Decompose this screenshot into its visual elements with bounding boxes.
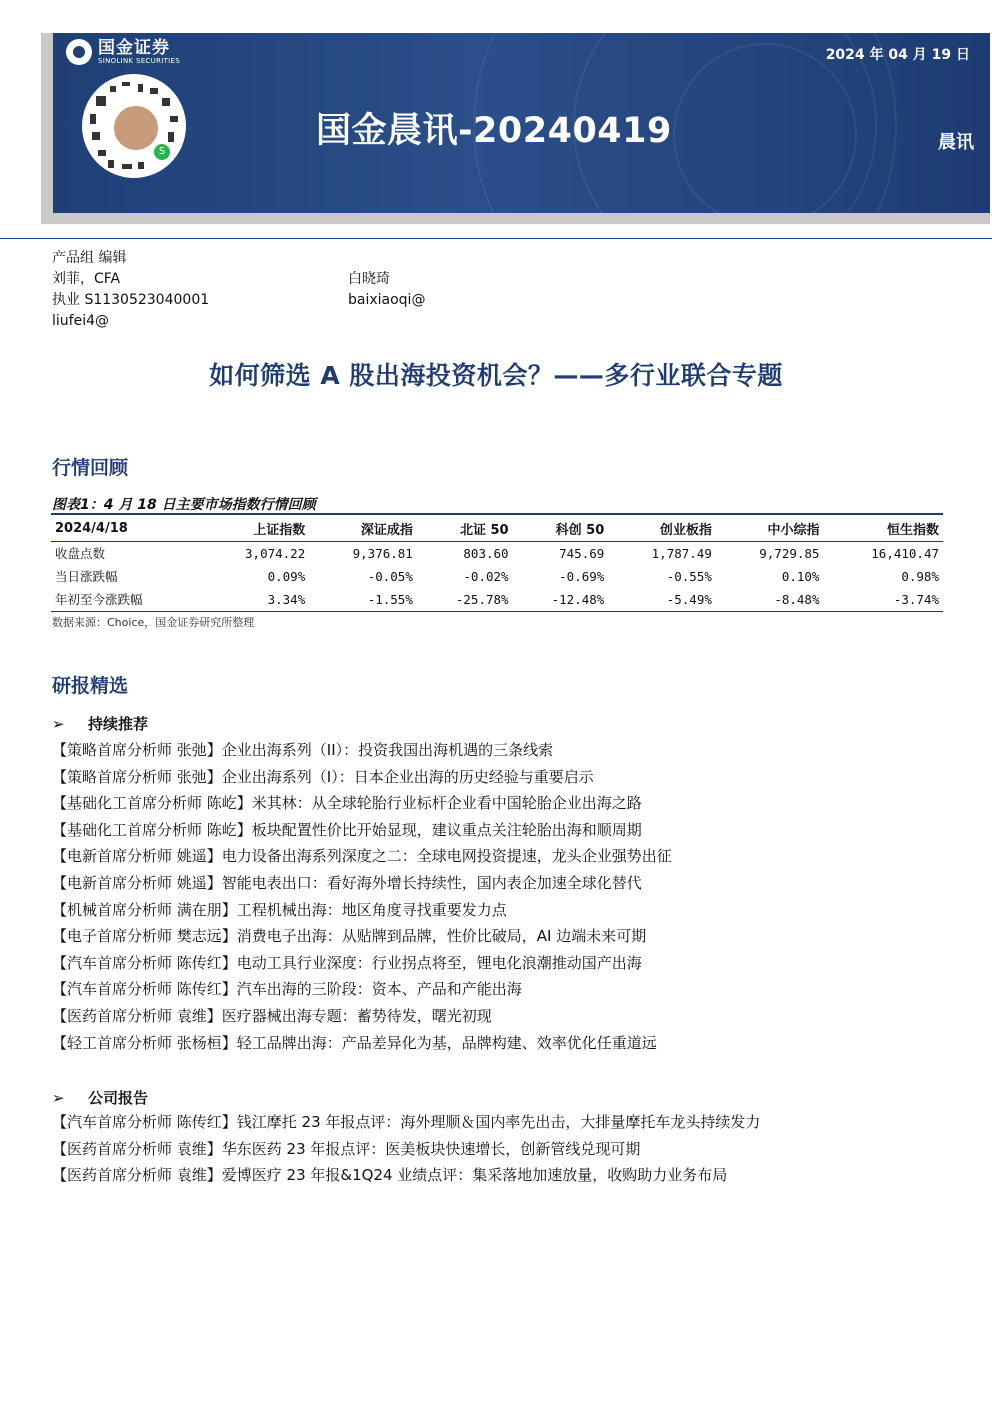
table-cell: -0.05% bbox=[367, 568, 413, 584]
table-cell: 745.69 bbox=[559, 545, 605, 561]
arrow-bullet-icon: ➢ bbox=[52, 1089, 65, 1107]
table-cell: -8.48% bbox=[716, 588, 824, 612]
table-cell: 3.34% bbox=[202, 588, 310, 612]
table-header-cell: 深证成指 bbox=[309, 514, 417, 542]
table-header-cell: 科创 50 bbox=[513, 514, 609, 542]
table-cell: 当日涨跌幅 bbox=[55, 569, 118, 584]
report-link[interactable]: 【机械首席分析师 满在朋】工程机械出海：地区角度寻找重要发力点 bbox=[52, 900, 507, 919]
table-row bbox=[51, 588, 943, 612]
logo-name-en: SINOLINK SECURITIES bbox=[98, 56, 180, 65]
report-link[interactable]: 【汽车首席分析师 陈传红】钱江摩托 23 年报点评：海外理顺＆国内率先出击，大排量摩托车龙头持续发力 bbox=[52, 1113, 761, 1131]
report-title: 国金晨讯-20240419 bbox=[316, 111, 672, 151]
author-name: 刘菲，CFA bbox=[52, 271, 121, 287]
report-link[interactable]: 【策略首席分析师 张弛】企业出海系列（I）：日本企业出海的历史经验与重要启示 bbox=[52, 767, 594, 786]
table-header-cell: 创业板指 bbox=[608, 514, 716, 542]
table-cell: -0.02% bbox=[463, 568, 509, 584]
report-link[interactable]: 【基础化工首席分析师 陈屹】板块配置性价比开始显现，建议重点关注轮胎出海和顺周期 bbox=[52, 820, 642, 839]
table-row bbox=[51, 565, 943, 588]
author-role: 产品组 编辑 bbox=[52, 250, 127, 266]
table-cell: 16,410.47 bbox=[871, 545, 939, 561]
table-cell: 9,376.81 bbox=[352, 545, 413, 561]
report-link[interactable]: 【电新首席分析师 姚遥】电力设备出海系列深度之二：全球电网投资提速，龙头企业强势出征 bbox=[52, 847, 672, 866]
table-cell: 3,074.22 bbox=[245, 545, 306, 561]
subheading-recommend bbox=[52, 713, 148, 734]
main-topic-title: 如何筛选 A 股出海投资机会？——多行业联合专题 bbox=[209, 361, 783, 390]
table-cell: 1,787.49 bbox=[651, 545, 712, 561]
author-email: baixiaoqi@ bbox=[348, 292, 426, 308]
report-link[interactable]: 【医药首席分析师 袁维】医疗器械出海专题：蓄势待发，曙光初现 bbox=[52, 1006, 492, 1025]
report-link[interactable]: 【汽车首席分析师 陈传红】汽车出海的三阶段：资本、产品和产能出海 bbox=[52, 980, 522, 999]
table-cell: 803.60 bbox=[463, 545, 509, 561]
table-cell: 0.09% bbox=[267, 568, 306, 584]
table-cell: 9,729.85 bbox=[759, 545, 820, 561]
report-link[interactable]: 【策略首席分析师 张弛】企业出海系列（II）：投资我国出海机遇的三条线索 bbox=[52, 741, 554, 759]
table-source-note: 数据来源：Choice，国金证券研究所整理 bbox=[52, 616, 255, 629]
header-divider bbox=[0, 238, 992, 239]
table-cell: -0.55% bbox=[666, 568, 712, 584]
table-cell: 0.98% bbox=[901, 568, 939, 584]
subheading-company bbox=[52, 1087, 148, 1108]
table-cell: 0.10% bbox=[781, 568, 820, 584]
report-link[interactable]: 【基础化工首席分析师 陈屹】米其林：从全球轮胎行业标杆企业看中国轮胎企业出海之路 bbox=[52, 794, 642, 813]
report-type: 晨讯 bbox=[938, 132, 974, 153]
market-index-table bbox=[51, 513, 943, 612]
section-heading-market: 行情回顾 bbox=[52, 457, 129, 479]
company-logo bbox=[66, 35, 180, 69]
qr-center-emblem bbox=[112, 104, 160, 152]
table-header-row bbox=[51, 514, 943, 542]
section-heading-research: 研报精选 bbox=[52, 675, 129, 697]
table-cell: -12.48% bbox=[513, 588, 609, 612]
table-caption: 图表1：4 月 18 日主要市场指数行情回顾 bbox=[52, 497, 316, 513]
table-header-cell: 上证指数 bbox=[202, 514, 310, 542]
report-link[interactable]: 【电子首席分析师 樊志远】消费电子出海：从贴牌到品牌，性价比破局，AI 边端未来可期 bbox=[52, 927, 647, 946]
author-block-coauthor bbox=[348, 269, 425, 311]
table-header-cell: 中小综指 bbox=[716, 514, 824, 542]
qr-code-icon[interactable] bbox=[82, 74, 186, 178]
arrow-bullet-icon: ➢ bbox=[52, 715, 65, 733]
company-report-list bbox=[52, 1109, 760, 1189]
table-cell: -25.78% bbox=[417, 588, 513, 612]
author-license: 执业 S1130523040001 bbox=[52, 292, 210, 308]
table-cell: 收盘点数 bbox=[55, 546, 106, 561]
author-email: liufei4@ bbox=[52, 313, 109, 329]
table-cell: -1.55% bbox=[309, 588, 417, 612]
author-name: 白晓琦 bbox=[348, 271, 390, 287]
report-link[interactable]: 【医药首席分析师 袁维】华东医药 23 年报点评：医美板块快速增长，创新管线兑现可期 bbox=[52, 1139, 641, 1158]
table-cell: -0.69% bbox=[559, 568, 605, 584]
logo-name-cn: 国金证券 bbox=[98, 37, 170, 58]
report-link[interactable]: 【医药首席分析师 袁维】爱博医疗 23 年报&1Q24 业绩点评：集采落地加速放量，收购助力业务布局 bbox=[52, 1166, 728, 1185]
author-block-editor bbox=[52, 248, 209, 332]
report-link[interactable]: 【电新首席分析师 姚遥】智能电表出口：看好海外增长持续性，国内表企加速全球化替代 bbox=[52, 873, 642, 892]
report-link[interactable]: 【汽车首席分析师 陈传红】电动工具行业深度：行业拐点将至，锂电化浪潮推动国产出海 bbox=[52, 953, 642, 972]
table-row bbox=[51, 542, 943, 566]
mini-program-icon: S bbox=[154, 144, 170, 160]
logo-icon bbox=[66, 39, 92, 65]
table-header-cell: 恒生指数 bbox=[823, 514, 943, 542]
subheading-label: 公司报告 bbox=[88, 1089, 149, 1107]
table-header-cell: 2024/4/18 bbox=[51, 514, 202, 542]
recommend-report-list bbox=[52, 737, 672, 1056]
table-cell: 年初至今涨跌幅 bbox=[51, 588, 202, 612]
table-cell: -3.74% bbox=[823, 588, 943, 612]
table-cell: -5.49% bbox=[608, 588, 716, 612]
report-date: 2024 年 04 月 19 日 bbox=[825, 47, 970, 63]
table-header-cell: 北证 50 bbox=[417, 514, 513, 542]
report-link[interactable]: 【轻工首席分析师 张杨桓】轻工品牌出海：产品差异化为基，品牌构建、效率优化任重道远 bbox=[52, 1033, 657, 1052]
banner-decoration bbox=[673, 43, 857, 213]
subheading-label: 持续推荐 bbox=[88, 715, 149, 733]
